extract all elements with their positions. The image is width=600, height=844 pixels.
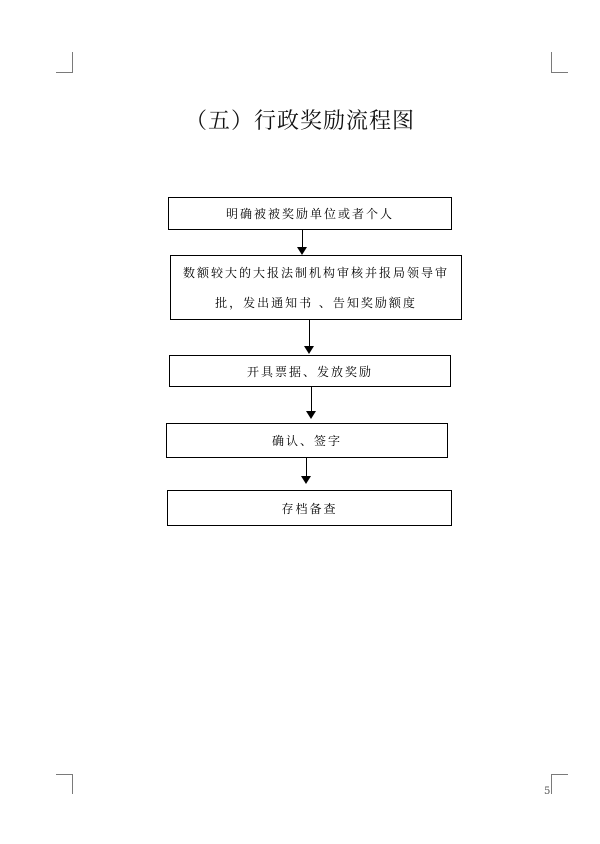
flow-arrow-2 <box>304 320 316 355</box>
flow-arrow-3 <box>306 387 318 420</box>
page-number: 5 <box>544 786 551 797</box>
flow-step-label: 存档备查 <box>281 501 338 516</box>
page-title: （五）行政奖励流程图 <box>184 109 415 134</box>
flow-arrow-1 <box>297 230 309 255</box>
crop-mark-top-right-h <box>551 72 568 73</box>
crop-mark-top-left <box>72 52 73 72</box>
crop-mark-top-left-h <box>56 72 73 73</box>
flow-arrow-4 <box>301 458 313 485</box>
flow-step-issue-receipt <box>169 355 451 387</box>
flow-step-confirm-sign <box>166 423 448 458</box>
flow-step-label: 明确被被奖励单位或者个人 <box>225 207 394 221</box>
crop-mark-bottom-right-h <box>551 774 568 775</box>
flow-step-label: 开具票据、发放奖励 <box>246 364 373 379</box>
crop-mark-bottom-right <box>551 774 552 794</box>
flow-step-label-line1: 数额较大的大报法制机构审核并报局领导审 <box>182 265 449 280</box>
flow-step-label-line2: 批，发出通知书 、告知奖励额度 <box>215 295 417 310</box>
crop-mark-top-right <box>551 52 552 72</box>
flow-step-archive <box>167 490 452 526</box>
flow-step-review-approval <box>170 255 462 320</box>
flow-step-identify-recipient <box>168 197 452 230</box>
flow-step-label: 确认、签字 <box>271 434 342 448</box>
crop-mark-bottom-left-h <box>56 774 73 775</box>
crop-mark-bottom-left <box>72 774 73 794</box>
